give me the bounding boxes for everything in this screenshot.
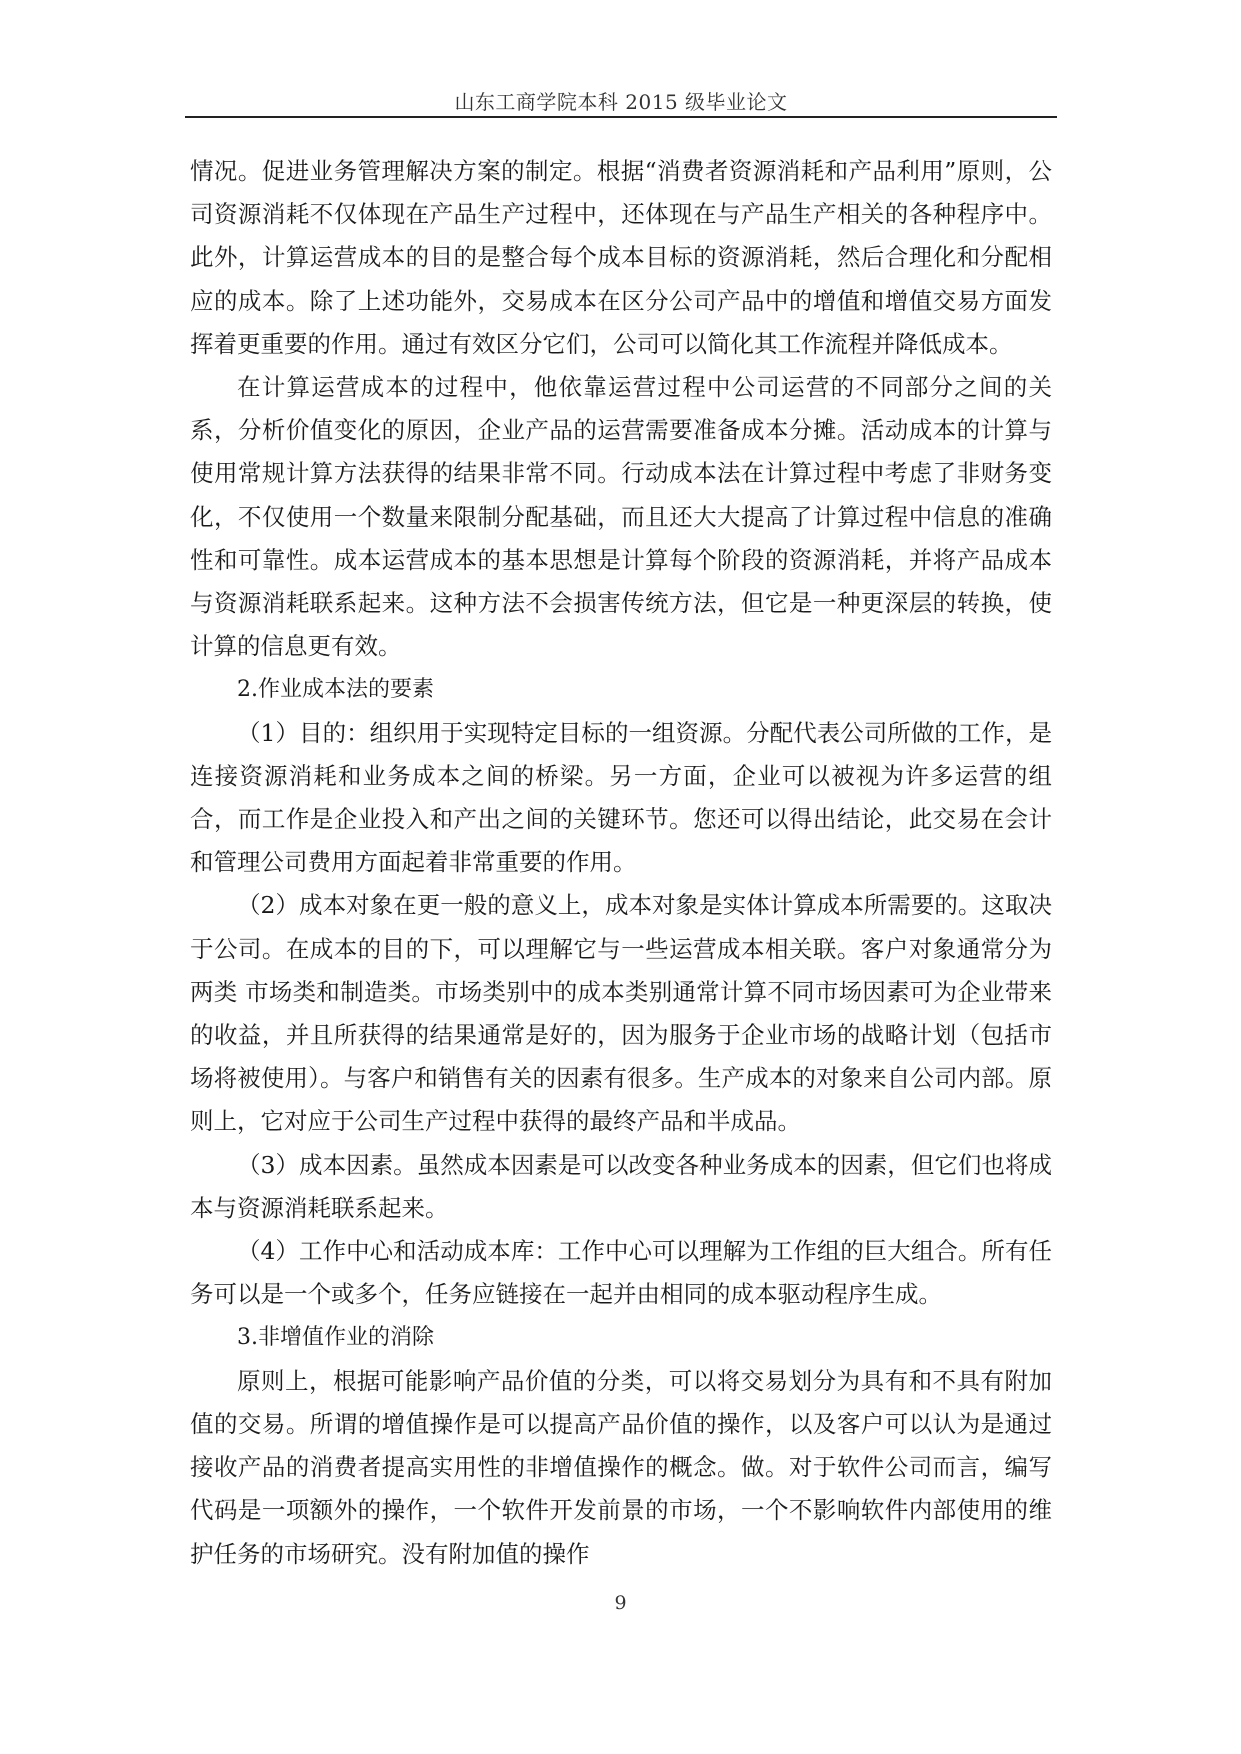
page-number: 9 (614, 1592, 627, 1614)
paragraph: 原则上，根据可能影响产品价值的分类，可以将交易划分为具有和不具有附加值的交易。所谓的增值操作是可以提高产品价值的操作，以及客户可以认为是通过接收产品的消费者提高实用性的非增值操作的概念。做。对于软件公司而言，编写代码是一项额外的操作，一个软件开发前景的市场，一个不影响软件内部使用的维护任务的市场研究。没有附加值的操作 (190, 1366, 1052, 1568)
paragraph-item-3: （3）成本因素。虽然成本因素是可以改变各种业务成本的因素，但它们也将成本与资源消耗联系起来。 (190, 1150, 1052, 1222)
paragraph-continued: 情况。促进业务管理解决方案的制定。根据“消费者资源消耗和产品利用”原则，公司资源消耗不仅体现在产品生产过程中，还体现在与产品生产相关的各种程序中。此外，计算运营成本的目的是整合每个成本目标的资源消耗，然后合理化和分配相应的成本。除了上述功能外，交易成本在区分公司产品中的增值和增值交易方面发挥着更重要的作用。通过有效区分它们，公司可以简化其工作流程并降低成本。 (190, 157, 1052, 358)
paragraph-item-4: （4）工作中心和活动成本库：工作中心可以理解为工作组的巨大组合。所有任务可以是一个或多个，任务应链接在一起并由相同的成本驱动程序生成。 (190, 1237, 1052, 1309)
paragraph-item-1: （1）目的：组织用于实现特定目标的一组资源。分配代表公司所做的工作，是连接资源消耗和业务成本之间的桥梁。另一方面，企业可以被视为许多运营的组合，而工作是企业投入和产出之间的关键环节。您还可以得出结论，此交易在会计和管理公司费用方面起着非常重要的作用。 (190, 718, 1052, 877)
running-header: 山东工商学院本科 2015 级毕业论文 (454, 90, 788, 114)
paragraph-item-2: （2）成本对象在更一般的意义上，成本对象是实体计算成本所需要的。这取决于公司。在成本的目的下，可以理解它与一些运营成本相关联。客户对象通常分为两类 市场类和制造类。市场类别中的成本类别通常计算不同市场因素可为企业带来的收益，并且所获得的结果通常是好的，因为服务于企业市场的战略计划（包括市场将被使用）。与客户和销售有关的因素有很多。生产成本的对象来自公司内部。原则上，它对应于公司生产过程中获得的最终产品和半成品。 (190, 891, 1052, 1136)
header-divider (185, 116, 1057, 118)
section-heading-2: 2.作业成本法的要素 (237, 677, 434, 703)
body-text (190, 150, 1052, 1576)
paragraph: 在计算运营成本的过程中，他依靠运营过程中公司运营的不同部分之间的关系，分析价值变化的原因，企业产品的运营需要准备成本分摊。活动成本的计算与使用常规计算方法获得的结果非常不同。行动成本法在计算过程中考虑了非财务变化，不仅使用一个数量来限制分配基础，而且还大大提高了计算过程中信息的准确性和可靠性。成本运营成本的基本思想是计算每个阶段的资源消耗，并将产品成本与资源消耗联系起来。这种方法不会损害传统方法，但它是一种更深层的转换，使计算的信息更有效。 (190, 373, 1052, 661)
section-heading-3: 3.非增值作业的消除 (237, 1325, 434, 1351)
